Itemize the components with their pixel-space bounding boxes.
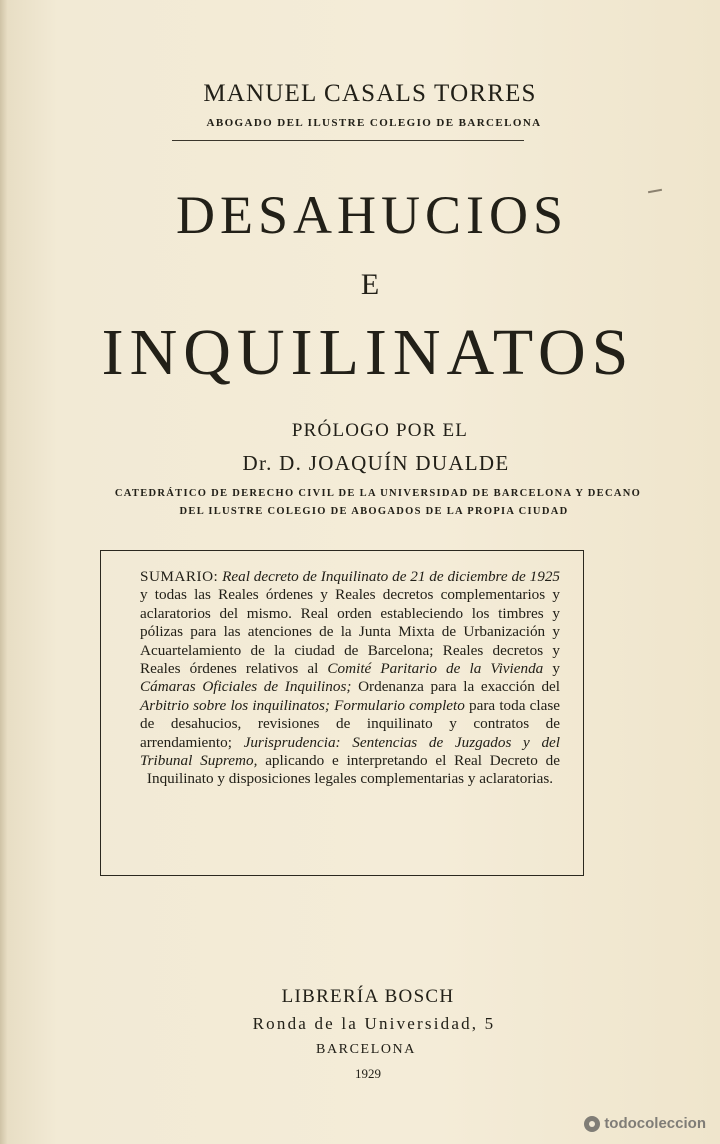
publisher-name: LIBRERÍA BOSCH xyxy=(281,986,455,1007)
summary-part-1: y todas las Reales órdenes y Reales decretos complementarios y aclaratorios del mismo. Real orden estableciendo los timbres y pólizas para las atenciones de la Junta Mixta de Urbanización y Acuartelamiento de la ciudad de Barcelona; Reales decretos y Reales órdenes relativos al xyxy=(140,586,560,678)
author-divider xyxy=(172,140,524,141)
summary-part-3: y xyxy=(543,660,560,678)
author-name: MANUEL CASALS TORRES xyxy=(203,80,537,107)
summary-text xyxy=(140,568,560,789)
summary-label: SUMARIO: xyxy=(140,568,219,585)
title-conjunction: E xyxy=(360,268,380,301)
summary-part-5: Ordenanza para la exacción del xyxy=(351,678,560,696)
summary-part-2: Comité Paritario de la Vivienda xyxy=(327,660,544,678)
prologue-credentials-1: CATEDRÁTICO DE DERECHO CIVIL DE LA UNIVERSIDAD DE BARCELONA Y DECANO xyxy=(114,488,642,499)
todocoleccion-logo-icon xyxy=(584,1116,600,1132)
prologue-intro: PRÓLOGO POR EL xyxy=(291,420,469,441)
summary-part-6: Arbitrio sobre los inquilinatos; Formulario completo xyxy=(140,696,465,714)
title-line-1: DESAHUCIOS xyxy=(175,185,569,245)
watermark-text: todocoleccion xyxy=(604,1115,706,1132)
summary-part-9: aplicando e interpretando el Real Decreto de Inquilinato y disposiciones legales complementarias y aclaratorias. xyxy=(146,752,560,788)
prologue-credentials-2: DEL ILUSTRE COLEGIO DE ABOGADOS DE LA PROPIA CIUDAD xyxy=(179,506,569,517)
author-affiliation: ABOGADO DEL ILUSTRE COLEGIO DE BARCELONA xyxy=(206,117,542,129)
watermark xyxy=(584,1115,706,1132)
title-line-2: INQUILINATOS xyxy=(101,316,635,389)
page-gutter xyxy=(0,0,8,1144)
publisher-city: BARCELONA xyxy=(316,1042,416,1057)
summary-part-4: Cámaras Oficiales de Inquilinos; xyxy=(140,678,352,696)
summary-part-7: para toda clase de desahucios, revisiones de inquilinato y contratos de arrendamiento; xyxy=(140,696,560,751)
summary-part-0: Real decreto de Inquilinato de 21 de diciembre de 1925 xyxy=(222,568,561,585)
prologue-author: Dr. D. JOAQUÍN DUALDE xyxy=(242,451,510,475)
publication-year: 1929 xyxy=(355,1066,381,1081)
publisher-address: Ronda de la Universidad, 5 xyxy=(252,1014,496,1033)
summary-part-8: Jurisprudencia: Sentencias de Juzgados y del Tribunal Supremo, xyxy=(140,733,560,770)
